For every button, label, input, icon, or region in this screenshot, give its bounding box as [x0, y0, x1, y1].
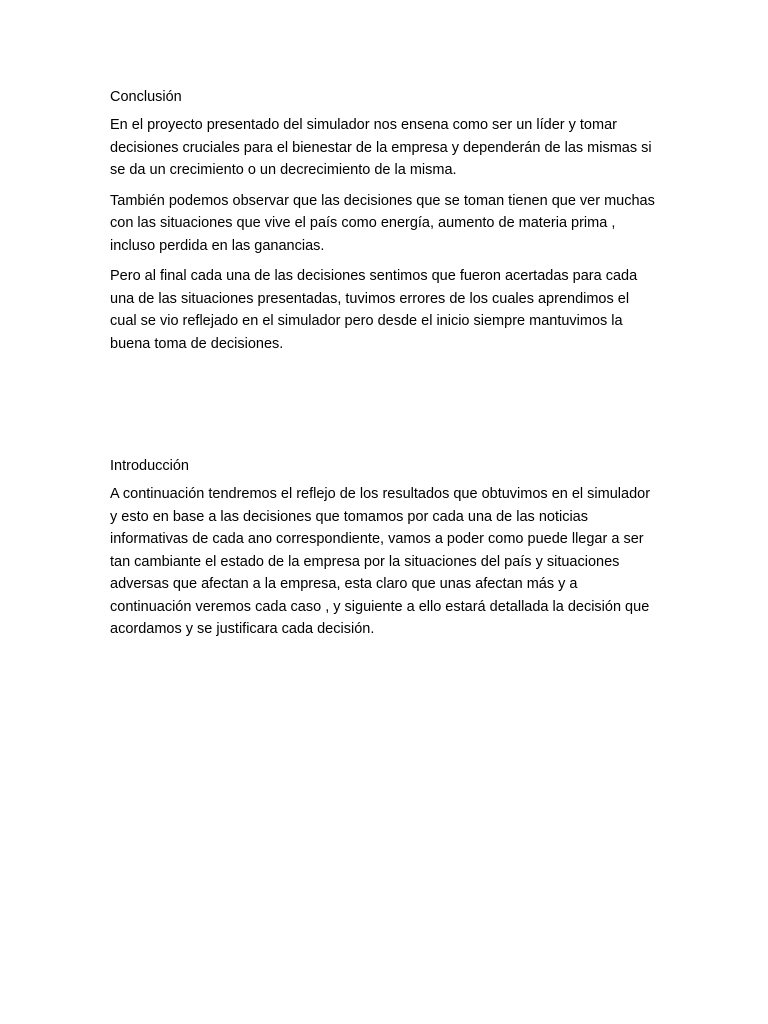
conclusion-heading: Conclusión [110, 89, 182, 105]
conclusion-paragraph-1: En el proyecto presentado del simulador nos ensena como ser un líder y tomar decisiones cruciales para el bienestar de la empresa y dependerán de las mismas si se da un crecimiento o un decrecimiento de la misma. [110, 117, 652, 178]
conclusion-paragraph-3: Pero al final cada una de las decisiones sentimos que fueron acertadas para cada una de las situaciones presentadas, tuvimos errores de los cuales aprendimos el cual se vio reflejado en el simulador pero desde el inicio siempre mantuvimos la buena toma de decisiones. [110, 268, 638, 352]
introduction-paragraph-1: A continuación tendremos el reflejo de los resultados que obtuvimos en el simulador y esto en base a las decisiones que tomamos por cada una de las noticias informativas de cada ano correspondiente, vamos a poder como puede llegar a ser tan cambiante el estado de la empresa por la situaciones del país y situaciones adversas que afectan a la empresa, esta claro que unas afectan más y a continuación veremos cada caso , y siguiente a ello estará detallada la decisión que acordamos y se justificara cada decisión. [110, 486, 651, 637]
introduction-section [110, 455, 658, 649]
introduction-heading: Introducción [110, 458, 189, 474]
conclusion-section [110, 86, 658, 363]
conclusion-paragraph-2: También podemos observar que las decisiones que se toman tienen que ver muchas con las situaciones que vive el país como energía, aumento de materia prima , incluso perdida en las ganancias. [110, 192, 655, 254]
